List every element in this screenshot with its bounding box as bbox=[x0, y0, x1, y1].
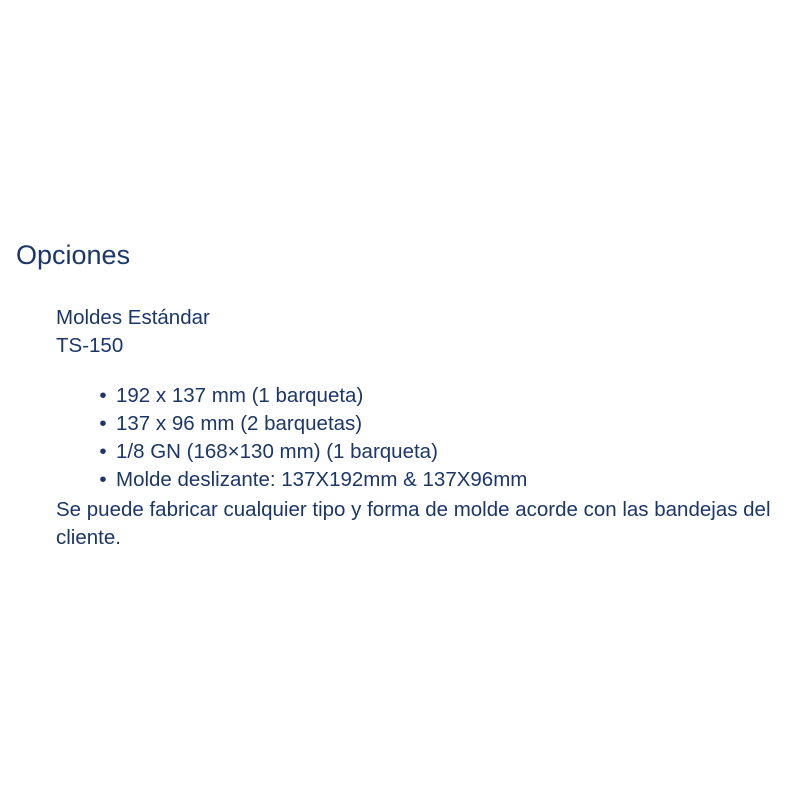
options-list bbox=[0, 382, 527, 494]
intro-block bbox=[56, 304, 210, 360]
bullet-icon: • bbox=[99, 412, 107, 435]
option-text: 137 x 96 mm (2 barquetas) bbox=[116, 412, 363, 435]
list-item bbox=[0, 438, 527, 466]
bullet-icon: • bbox=[99, 440, 107, 463]
intro-model: TS-150 bbox=[56, 334, 124, 357]
intro-title: Moldes Estándar bbox=[56, 306, 210, 329]
option-text: 1/8 GN (168×130 mm) (1 barqueta) bbox=[116, 440, 438, 463]
list-item bbox=[0, 382, 527, 410]
bullet-icon: • bbox=[99, 468, 107, 491]
customization-note: Se puede fabricar cualquier tipo y forma de molde acorde con las bandejas del cliente. bbox=[56, 498, 771, 549]
bullet-icon: • bbox=[99, 384, 107, 407]
option-text: 192 x 137 mm (1 barqueta) bbox=[116, 384, 364, 407]
list-item bbox=[0, 466, 527, 494]
option-text: Molde deslizante: 137X192mm & 137X96mm bbox=[116, 468, 528, 491]
section-heading: Opciones bbox=[16, 240, 131, 270]
list-item bbox=[0, 410, 527, 438]
